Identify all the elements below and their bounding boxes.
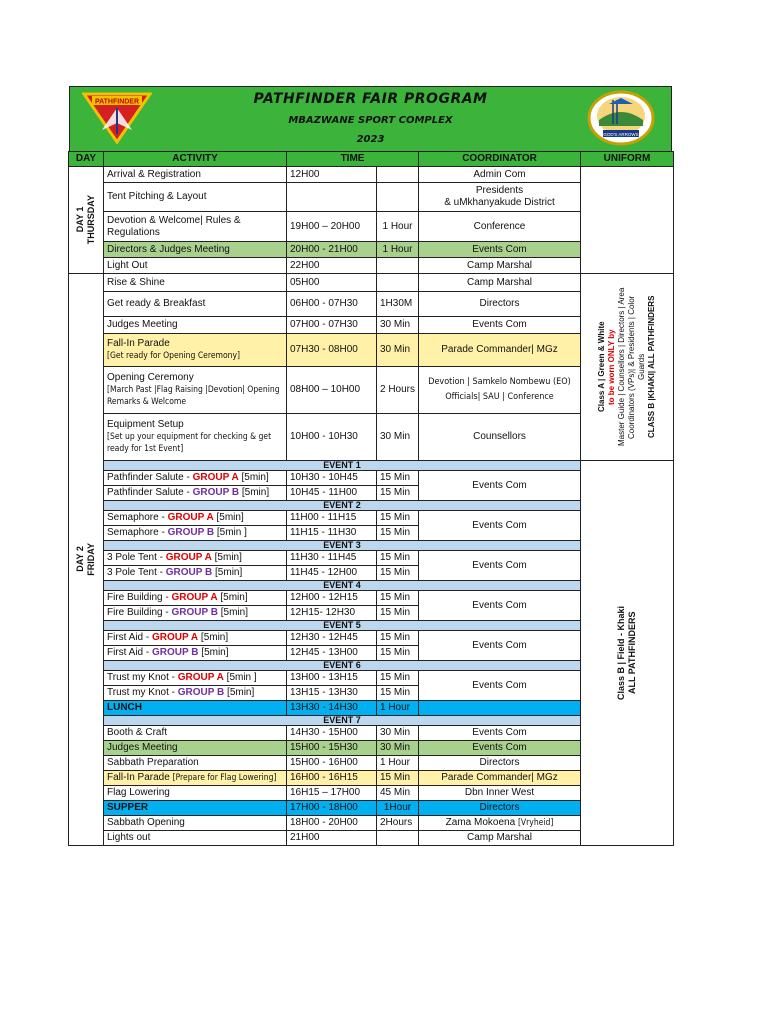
duration-cell: 15 Min bbox=[377, 526, 419, 541]
time-cell: 19H00 – 20H00 bbox=[287, 212, 377, 242]
coordinator-cell: Events Com bbox=[419, 591, 581, 621]
coordinator-cell: Events Com bbox=[419, 671, 581, 701]
duration-cell: 15 Min bbox=[377, 671, 419, 686]
event-label: EVENT 1 bbox=[104, 461, 581, 471]
svg-text:PATHFINDER: PATHFINDER bbox=[94, 98, 140, 106]
program-header bbox=[69, 86, 672, 151]
time-cell: 11H30 - 11H45 bbox=[287, 551, 377, 566]
coordinator-cell: Admin Com bbox=[419, 167, 581, 183]
duration-cell: 1H30M bbox=[377, 292, 419, 317]
activity-cell: SUPPER bbox=[104, 801, 287, 816]
duration-cell: 15 Min bbox=[377, 566, 419, 581]
activity-cell: Judges Meeting bbox=[104, 316, 287, 333]
activity-cell: Trust my Knot - GROUP A [5min ] bbox=[104, 671, 287, 686]
activity-cell: Trust my Knot - GROUP B [5min] bbox=[104, 686, 287, 701]
time-cell: 06H00 - 07H30 bbox=[287, 292, 377, 317]
activity-cell: 3 Pole Tent - GROUP B [5min] bbox=[104, 566, 287, 581]
coordinator-cell: Dbn Inner West bbox=[419, 786, 581, 801]
event-label: EVENT 6 bbox=[104, 661, 581, 671]
event-label: EVENT 7 bbox=[104, 716, 581, 726]
coordinator-cell: Events Com bbox=[419, 726, 581, 741]
time-cell: 16H00 - 16H15 bbox=[287, 771, 377, 786]
duration-cell: 15 Min bbox=[377, 471, 419, 486]
activity-cell: Judges Meeting bbox=[104, 741, 287, 756]
duration-cell: 15 Min bbox=[377, 771, 419, 786]
duration-cell bbox=[377, 183, 419, 212]
time-cell bbox=[287, 183, 377, 212]
activity-cell: Fire Building - GROUP A [5min] bbox=[104, 591, 287, 606]
coordinator-cell: Events Com bbox=[419, 316, 581, 333]
time-cell: 11H15 - 11H30 bbox=[287, 526, 377, 541]
duration-cell: 30 Min bbox=[377, 741, 419, 756]
coordinator-cell: Directors bbox=[419, 292, 581, 317]
col-activity: ACTIVITY bbox=[104, 152, 287, 167]
activity-cell: Light Out bbox=[104, 258, 287, 274]
coordinator-cell: Events Com bbox=[419, 471, 581, 501]
coordinator-cell: Parade Commander| MGz bbox=[419, 334, 581, 367]
activity-cell: Pathfinder Salute - GROUP B [5min] bbox=[104, 486, 287, 501]
coordinator-cell: Presidents & uMkhanyakude District bbox=[419, 183, 581, 212]
activity-cell: Get ready & Breakfast bbox=[104, 292, 287, 317]
duration-cell: 15 Min bbox=[377, 631, 419, 646]
col-day: DAY bbox=[69, 152, 104, 167]
day1-label: DAY 1 THURSDAY bbox=[75, 195, 96, 245]
activity-cell: Pathfinder Salute - GROUP A [5min] bbox=[104, 471, 287, 486]
coordinator-cell: Counsellors bbox=[419, 413, 581, 460]
event-label: EVENT 4 bbox=[104, 581, 581, 591]
time-cell: 12H45 - 13H00 bbox=[287, 646, 377, 661]
activity-cell: Semaphore - GROUP A [5min] bbox=[104, 511, 287, 526]
uniform-cell-1 bbox=[581, 274, 674, 461]
activity-cell: Lights out bbox=[104, 831, 287, 846]
activity-cell: First Aid - GROUP B [5min] bbox=[104, 646, 287, 661]
time-cell: 13H15 - 13H30 bbox=[287, 686, 377, 701]
coordinator-cell bbox=[419, 701, 581, 716]
duration-cell: 30 Min bbox=[377, 334, 419, 367]
venue-title: MBAZWANE SPORT COMPLEX bbox=[288, 115, 453, 126]
year-title: 2023 bbox=[356, 134, 385, 145]
activity-cell: Devotion & Welcome| Rules & Regulations bbox=[104, 212, 287, 242]
coordinator-cell: Camp Marshal bbox=[419, 831, 581, 846]
coordinator-cell: Devotion | Samkelo Nombewu (EO) Officials| SAU | Conference bbox=[419, 366, 581, 413]
time-cell: 13H30 - 14H30 bbox=[287, 701, 377, 716]
duration-cell: 15 Min bbox=[377, 646, 419, 661]
page-title: PATHFINDER FAIR PROGRAM bbox=[253, 91, 488, 107]
time-cell: 22H00 bbox=[287, 258, 377, 274]
time-cell: 07H00 - 07H30 bbox=[287, 316, 377, 333]
time-cell: 08H00 – 10H00 bbox=[287, 366, 377, 413]
coordinator-cell: Events Com bbox=[419, 551, 581, 581]
event-label: EVENT 3 bbox=[104, 541, 581, 551]
time-cell: 07H30 - 08H00 bbox=[287, 334, 377, 367]
duration-cell: 30 Min bbox=[377, 316, 419, 333]
duration-cell bbox=[377, 831, 419, 846]
activity-cell: Fall-In Parade [Prepare for Flag Lowering] bbox=[104, 771, 287, 786]
schedule-table bbox=[68, 151, 674, 846]
duration-cell: 2 Hours bbox=[377, 366, 419, 413]
activity-cell: Sabbath Opening bbox=[104, 816, 287, 831]
activity-cell: LUNCH bbox=[104, 701, 287, 716]
activity-cell: 3 Pole Tent - GROUP A [5min] bbox=[104, 551, 287, 566]
activity-cell: First Aid - GROUP A [5min] bbox=[104, 631, 287, 646]
uniform-class-a-note: Class A | Green & White to be worn ONLY by Master Guide | Counsellors | Directors | Area Coordinators (VPs)| & Presidents | Color Guards CLASS B |KHAKI| ALL PATHFINDERS bbox=[597, 287, 657, 447]
coordinator-cell: Directors bbox=[419, 756, 581, 771]
time-cell: 12H30 - 12H45 bbox=[287, 631, 377, 646]
time-cell: 20H00 - 21H00 bbox=[287, 242, 377, 258]
activity-cell: Semaphore - GROUP B [5min ] bbox=[104, 526, 287, 541]
duration-cell: 30 Min bbox=[377, 726, 419, 741]
time-cell: 05H00 bbox=[287, 274, 377, 292]
activity-cell: Rise & Shine bbox=[104, 274, 287, 292]
svg-text:GOD'S ARROWS: GOD'S ARROWS bbox=[603, 132, 639, 137]
activity-cell: Flag Lowering bbox=[104, 786, 287, 801]
day1-cell bbox=[69, 167, 104, 274]
event-header-row bbox=[69, 461, 674, 471]
uniform-cell-day1 bbox=[581, 167, 674, 274]
duration-cell: 1 Hour bbox=[377, 701, 419, 716]
program-document bbox=[69, 86, 672, 846]
duration-cell: 15 Min bbox=[377, 686, 419, 701]
time-cell: 12H15- 12H30 bbox=[287, 606, 377, 621]
duration-cell: 30 Min bbox=[377, 413, 419, 460]
table-row bbox=[69, 167, 674, 183]
time-cell: 11H00 - 11H15 bbox=[287, 511, 377, 526]
activity-cell: Arrival & Registration bbox=[104, 167, 287, 183]
table-header-row bbox=[69, 152, 674, 167]
duration-cell: 15 Min bbox=[377, 551, 419, 566]
time-cell: 11H45 - 12H00 bbox=[287, 566, 377, 581]
coordinator-cell: Events Com bbox=[419, 511, 581, 541]
event-label: EVENT 2 bbox=[104, 501, 581, 511]
activity-cell: Opening Ceremony [March Past |Flag Raising |Devotion| Opening Remarks & Welcome bbox=[104, 366, 287, 413]
coordinator-cell: Zama Mokoena [Vryheid] bbox=[419, 816, 581, 831]
event-label: EVENT 5 bbox=[104, 621, 581, 631]
uniform-class-b-note: Class B | Field - Khaki ALL PATHFINDERS bbox=[616, 605, 638, 701]
table-row bbox=[69, 274, 674, 292]
duration-cell bbox=[377, 167, 419, 183]
activity-cell: Tent Pitching & Layout bbox=[104, 183, 287, 212]
duration-cell: 15 Min bbox=[377, 486, 419, 501]
col-uniform: UNIFORM bbox=[581, 152, 674, 167]
time-cell: 15H00 - 15H30 bbox=[287, 741, 377, 756]
uniform-cell-2 bbox=[581, 461, 674, 846]
activity-cell: Fire Building - GROUP B [5min] bbox=[104, 606, 287, 621]
coordinator-cell: Events Com bbox=[419, 631, 581, 661]
time-cell: 10H45 - 11H00 bbox=[287, 486, 377, 501]
activity-cell: Fall-In Parade [Get ready for Opening Ceremony] bbox=[104, 334, 287, 367]
day2-cell bbox=[69, 274, 104, 846]
duration-cell: 1 Hour bbox=[377, 212, 419, 242]
coordinator-cell: Camp Marshal bbox=[419, 274, 581, 292]
time-cell: 12H00 bbox=[287, 167, 377, 183]
duration-cell bbox=[377, 258, 419, 274]
time-cell: 15H00 - 16H00 bbox=[287, 756, 377, 771]
coordinator-cell: Conference bbox=[419, 212, 581, 242]
coordinator-cell: Events Com bbox=[419, 741, 581, 756]
time-cell: 21H00 bbox=[287, 831, 377, 846]
activity-cell: Directors & Judges Meeting bbox=[104, 242, 287, 258]
duration-cell: 15 Min bbox=[377, 511, 419, 526]
duration-cell: 1Hour bbox=[377, 801, 419, 816]
coordinator-cell: Camp Marshal bbox=[419, 258, 581, 274]
gods-arrows-logo-icon bbox=[587, 90, 655, 146]
duration-cell bbox=[377, 274, 419, 292]
col-time: TIME bbox=[287, 152, 419, 167]
duration-cell: 45 Min bbox=[377, 786, 419, 801]
duration-cell: 1 Hour bbox=[377, 242, 419, 258]
time-cell: 14H30 - 15H00 bbox=[287, 726, 377, 741]
col-coordinator: COORDINATOR bbox=[419, 152, 581, 167]
activity-cell: Sabbath Preparation bbox=[104, 756, 287, 771]
coordinator-cell: Parade Commander| MGz bbox=[419, 771, 581, 786]
time-cell: 10H30 - 10H45 bbox=[287, 471, 377, 486]
activity-cell: Equipment Setup [Set up your equipment for checking & get ready for 1st Event] bbox=[104, 413, 287, 460]
time-cell: 18H00 - 20H00 bbox=[287, 816, 377, 831]
time-cell: 16H15 – 17H00 bbox=[287, 786, 377, 801]
time-cell: 12H00 - 12H15 bbox=[287, 591, 377, 606]
coordinator-cell: Events Com bbox=[419, 242, 581, 258]
time-cell: 13H00 - 13H15 bbox=[287, 671, 377, 686]
activity-cell: Booth & Craft bbox=[104, 726, 287, 741]
time-cell: 17H00 - 18H00 bbox=[287, 801, 377, 816]
day2-label: DAY 2 FRIDAY bbox=[75, 543, 96, 576]
coordinator-cell: Directors bbox=[419, 801, 581, 816]
duration-cell: 15 Min bbox=[377, 606, 419, 621]
duration-cell: 1 Hour bbox=[377, 756, 419, 771]
duration-cell: 15 Min bbox=[377, 591, 419, 606]
duration-cell: 2Hours bbox=[377, 816, 419, 831]
time-cell: 10H00 - 10H30 bbox=[287, 413, 377, 460]
